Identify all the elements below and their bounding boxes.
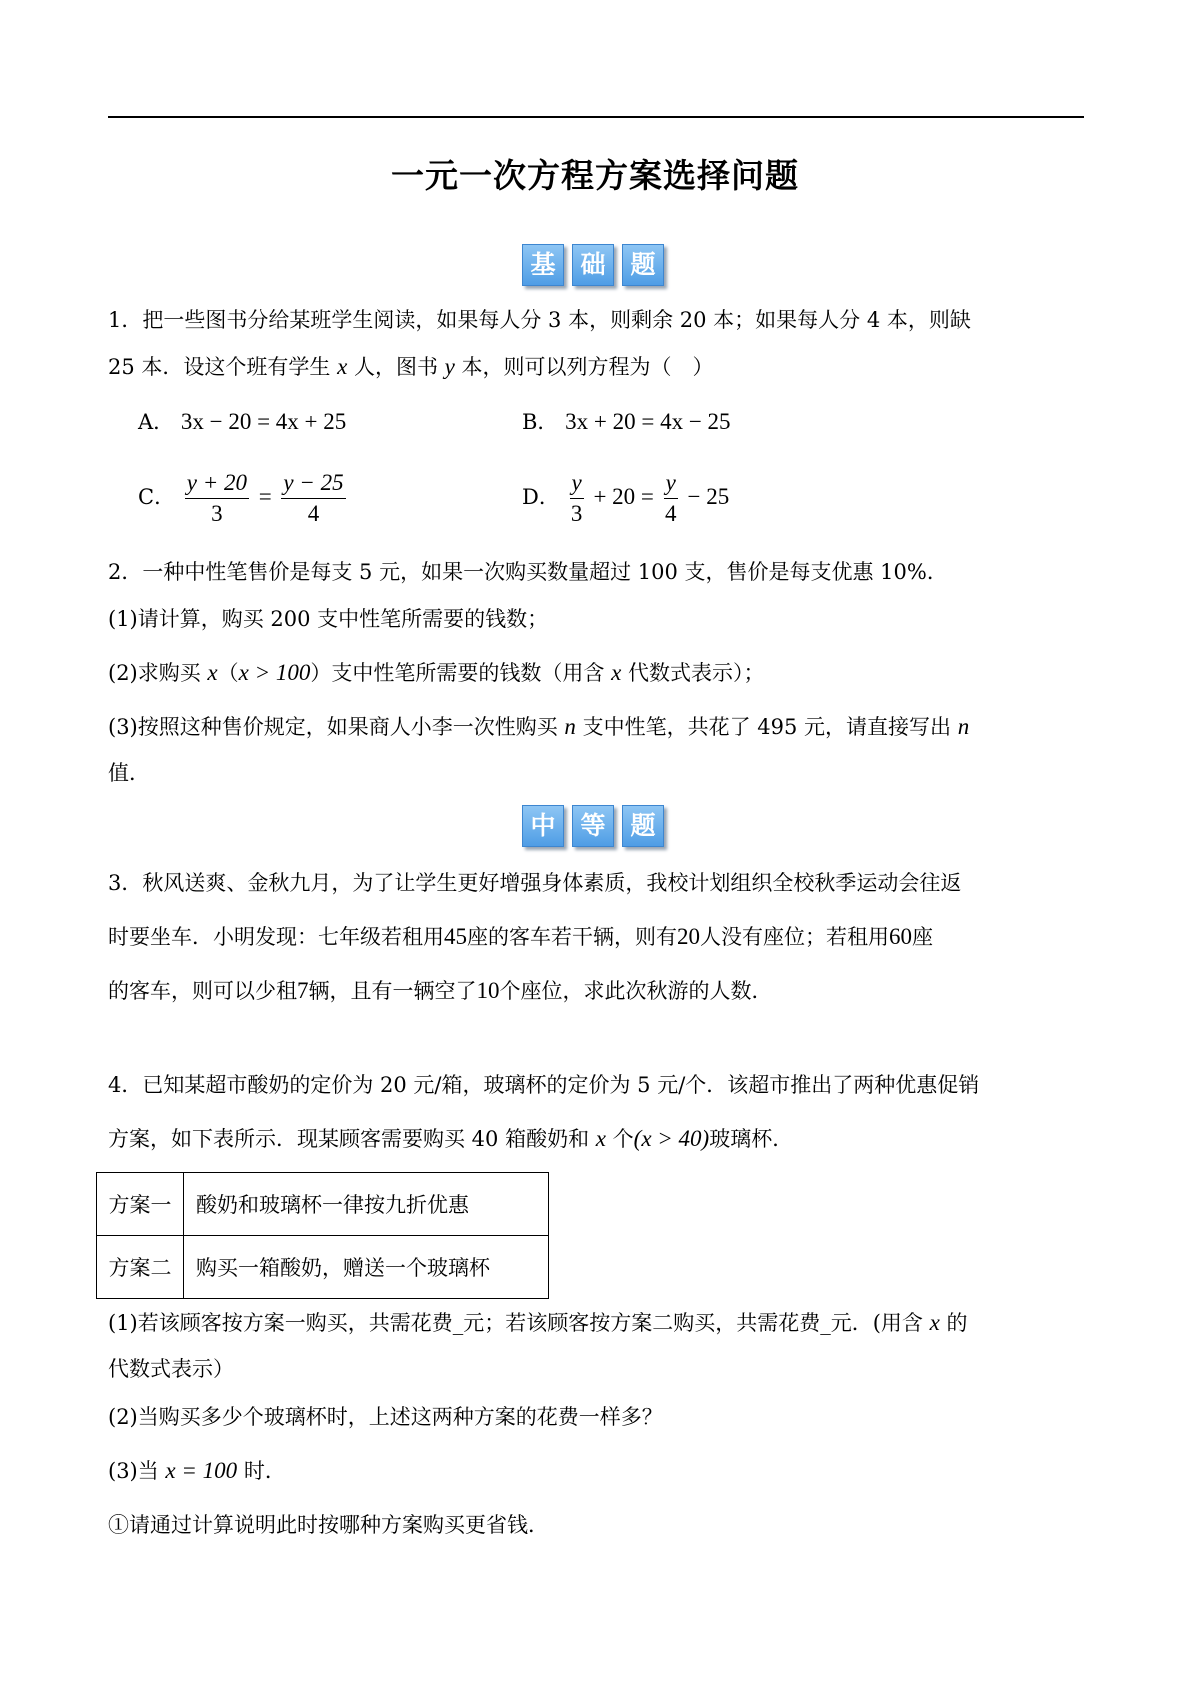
q1-option-a: A． 3x − 20 = 4x + 25 xyxy=(138,409,347,434)
q2-part3: (3)按照这种售价规定，如果商人小李一次性购买 n 支中性笔，共花了 495 元，请直接写出 n xyxy=(108,714,970,739)
q1-option-b: B． 3x + 20 = 4x − 25 xyxy=(522,409,731,434)
q1-option-d: D． $\frac{y}{3}$ + 20 = $\frac{y}{4}$ − 25 xyxy=(522,470,730,526)
q4-part1: (1)若该顾客按方案一购买，共需花费_元；若该顾客按方案二购买，共需花费_元．(用含 x 的 xyxy=(108,1310,968,1335)
q4-part3: (3)当 x = 100 时． xyxy=(108,1458,286,1483)
section-basic-char-1: 基 xyxy=(522,244,564,286)
section-badge-medium xyxy=(522,805,666,847)
section-medium-char-1: 中 xyxy=(522,805,564,847)
section-medium-char-3: 题 xyxy=(622,805,664,847)
q4-line2: 方案，如下表所示．现某顾客需要购买 40 箱酸奶和 x 个(x > 40)玻璃杯． xyxy=(108,1126,794,1151)
q1-option-c: C． $\frac{y + 20}{3}$ = $\frac{y - 25}{4}$ xyxy=(138,470,344,526)
section-basic-char-2: 础 xyxy=(572,244,614,286)
section-badge-basic xyxy=(522,244,666,286)
section-basic-char-3: 题 xyxy=(622,244,664,286)
plan-name-cell: 方案一 xyxy=(97,1173,184,1236)
q1-line2: 25 本．设这个班有学生 x 人，图书 y 本，则可以列方程为（ ） xyxy=(108,354,714,379)
plan-desc-cell: 酸奶和玻璃杯一律按九折优惠 xyxy=(184,1173,549,1236)
q2-part1: (1)请计算，购买 200 支中性笔所需要的钱数； xyxy=(108,607,549,631)
q4-line1: 4．已知某超市酸奶的定价为 20 元/箱，玻璃杯的定价为 5 元/个．该超市推出了两种优惠促销 xyxy=(108,1073,980,1097)
q1-line1: 1．把一些图书分给某班学生阅读，如果每人分 3 本，则剩余 20 本；如果每人分 4 本，则缺 xyxy=(108,308,971,332)
q2-line1: 2．一种中性笔售价是每支 5 元，如果一次购买数量超过 100 支，售价是每支优惠 10%． xyxy=(108,560,948,584)
promotion-table xyxy=(96,1172,549,1299)
q2-part3-cont: 值． xyxy=(108,761,150,785)
header-rule xyxy=(108,116,1084,118)
plan-desc-cell: 购买一箱酸奶，赠送一个玻璃杯 xyxy=(184,1236,549,1299)
q3-line2: 时要坐车．小明发现：七年级若租用45座的客车若干辆，则有20人没有座位；若租用60座 xyxy=(108,924,933,949)
section-medium-char-2: 等 xyxy=(572,805,614,847)
q3-line3: 的客车，则可以少租7辆，且有一辆空了10个座位，求此次秋游的人数． xyxy=(108,978,773,1003)
q3-line1: 3．秋风送爽、金秋九月，为了让学生更好增强身体素质，我校计划组织全校秋季运动会往返 xyxy=(108,871,962,895)
plan-name-cell: 方案二 xyxy=(97,1236,184,1299)
table-row xyxy=(97,1173,549,1236)
page-title: 一元一次方程方案选择问题 xyxy=(391,156,799,195)
q2-part2: (2)求购买 x（x > 100）支中性笔所需要的钱数（用含 x 代数式表示）； xyxy=(108,660,765,685)
q4-part1-cont: 代数式表示） xyxy=(108,1357,234,1381)
q4-part3-item1: ①请通过计算说明此时按哪种方案购买更省钱． xyxy=(108,1513,549,1537)
q4-part2: (2)当购买多少个玻璃杯时，上述这两种方案的花费一样多？ xyxy=(108,1405,663,1429)
table-row xyxy=(97,1236,549,1299)
